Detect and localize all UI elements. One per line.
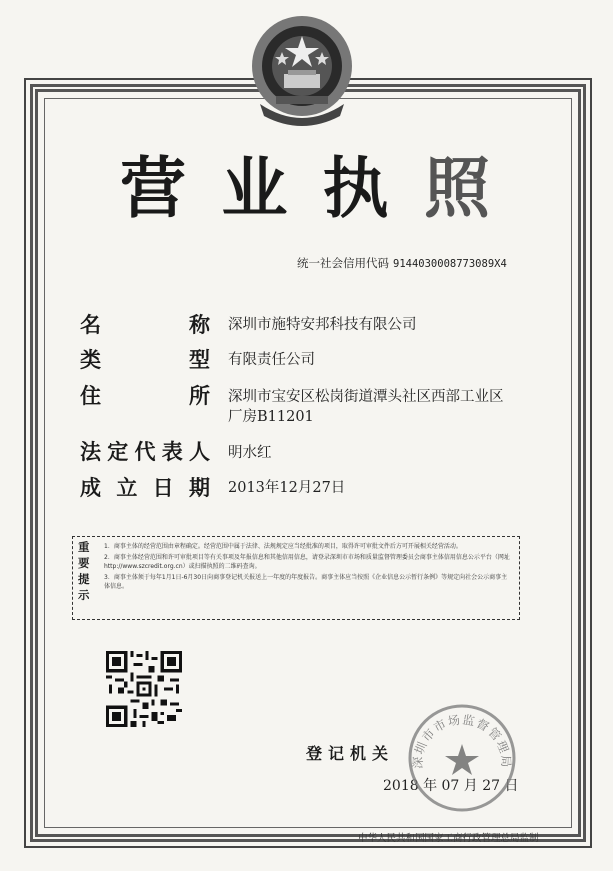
field-value-name: 深圳市施特安邦科技有限公司: [228, 317, 417, 333]
notice-heading-char: 要: [78, 556, 90, 571]
label-char: 日: [152, 476, 174, 500]
label-char: 人: [189, 440, 210, 464]
label-char: 所: [189, 384, 210, 408]
notice-heading: [78, 541, 96, 601]
credit-code-label: 统一社会信用代码: [297, 256, 389, 270]
label-char: 立: [116, 476, 138, 500]
title-char: 业: [221, 150, 288, 227]
label-char: 表: [161, 440, 183, 464]
notice-item: 1．商事主体的经营范围由章程确定。经营范围中属于法律、法规规定应当经批准的项目，取得许可审批文件后方可开展相关经营活动。: [104, 543, 462, 550]
label-char: 法: [80, 440, 101, 464]
field-label-type: [80, 344, 210, 374]
field-label-address: [80, 380, 210, 410]
title-char: 照: [423, 150, 490, 227]
field-value-address-line1: 深圳市宝安区松岗街道潭头社区西部工业区: [228, 389, 504, 405]
notice-heading-char: 提: [78, 572, 90, 587]
label-char: 成: [80, 476, 101, 500]
field-label-legal-rep: [80, 436, 210, 466]
field-label-established: [80, 472, 210, 502]
license-title: [120, 150, 490, 227]
notice-text: [104, 542, 512, 593]
field-value-type: 有限责任公司: [228, 352, 315, 368]
issue-date: 2018 年 07 月 27 日: [383, 778, 519, 794]
label-char: 定: [107, 440, 129, 464]
title-char: 营: [120, 150, 186, 227]
notice-item: 3．商事主体须于每年1月1日-6月30日向商事登记机关报送上一年度的年度报告。商事主体应当按照《企业信息公示暂行条例》等规定向社会公示商事主体信息。: [104, 574, 508, 590]
field-value-established: 2013年12月27日: [228, 480, 346, 496]
registration-authority-label: 登记机关: [306, 744, 395, 763]
label-char: 型: [189, 348, 210, 372]
national-emblem-icon: [246, 12, 358, 130]
field-value-legal-rep: 明水红: [228, 445, 272, 461]
label-char: 名: [80, 313, 101, 337]
field-value-address-line2: 厂房B11201: [228, 409, 314, 425]
label-char: 称: [189, 313, 210, 337]
label-char: 代: [134, 440, 156, 464]
credit-code-value: 914403000877​3089X4: [393, 258, 507, 270]
title-char: 执: [322, 150, 389, 227]
field-label-name: [80, 309, 210, 339]
svg-text:深圳市市场监督管理局: 深圳市市场监督管理局: [410, 712, 514, 770]
credit-code-line: [297, 255, 507, 271]
official-seal-stamp: [406, 702, 518, 814]
label-char: 期: [188, 476, 210, 500]
label-char: 住: [80, 384, 101, 408]
qr-code[interactable]: [106, 651, 182, 727]
issuer-footer: 中华人民共和国国家工商行政管理总局监制: [358, 833, 539, 844]
notice-heading-char: 重: [78, 540, 90, 554]
notice-heading-char: 示: [78, 588, 90, 603]
notice-item: 2．商事主体经营范围和许可审批项目等有关事项及年报信息和其他信用信息，请登录深圳市市场和质量监督管理委员会商事主体信用信息公示平台（网址http://www.szcredit.org.cn）或扫描执照的二维码查询。: [104, 554, 510, 570]
label-char: 类: [80, 348, 101, 372]
